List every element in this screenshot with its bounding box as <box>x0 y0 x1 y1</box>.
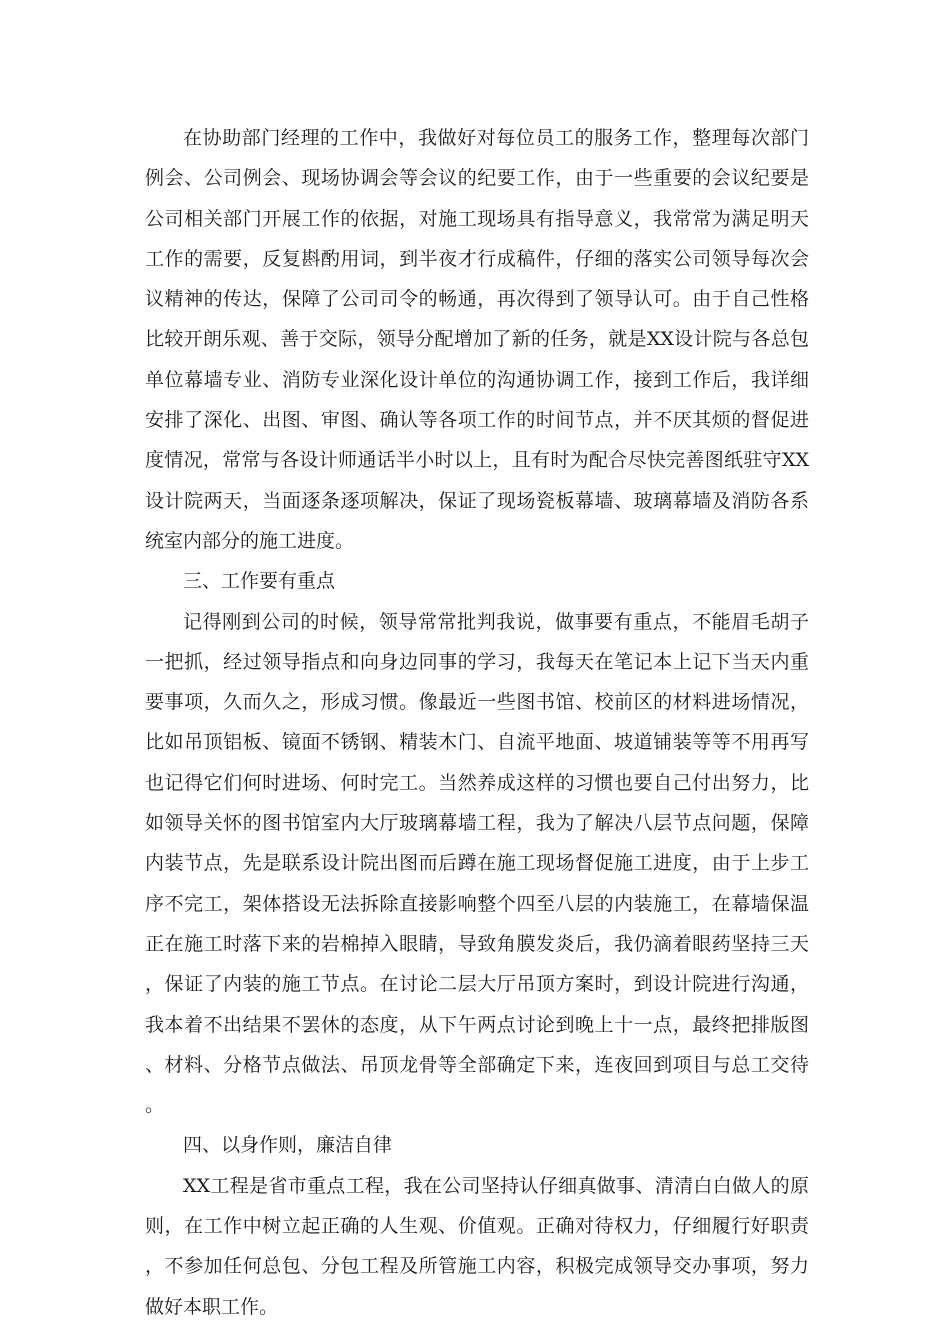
paragraph-coordination-work: 在协助部门经理的工作中，我做好对每位员工的服务工作，整理每次部门例会、公司例会、现场协调会等会议的纪要工作，由于一些重要的会议纪要是公司相关部门开展工作的依据，对施工现场具有指导意义，我常常为满足明天工作的需要，反复斟酌用词，到半夜才行成稿件，仔细的落实公司领导每次会议精神的传达，保障了公司司令的畅通，再次得到了领导认可。由于自己性格比较开朗乐观、善于交际，领导分配增加了新的任务，就是XX设计院与各总包单位幕墙专业、消防专业深化设计单位的沟通协调工作，接到工作后，我详细安排了深化、出图、审图、确认等各项工作的时间节点，并不厌其烦的督促进度情况，常常与各设计师通话半小时以上，且有时为配合尽快完善图纸驻守XX设计院两天，当面逐条逐项解决，保证了现场瓷板幕墙、玻璃幕墙及消防各系统室内部分的施工进度。 <box>145 127 809 552</box>
document-body <box>145 118 809 1327</box>
section-heading-focus: 三、工作要有重点 <box>183 570 336 593</box>
paragraph-integrity: XX工程是省市重点工程，我在公司坚持认仔细真做事、清清白白做人的原则，在工作中树立起正确的人生观、价值观。正确对待权力，仔细履行好职责，不参加任何总包、分包工程及所管施工内容，积极完成领导交办事项，努力做好本职工作。 <box>145 1174 809 1318</box>
paragraph-focus-work: 记得刚到公司的时候，领导常常批判我说，做事要有重点，不能眉毛胡子一把抓，经过领导指点和向身边同事的学习，我每天在笔记本上记下当天内重要事项，久而久之，形成习惯。像最近一些图书馆、校前区的材料进场情况，比如吊顶铝板、镜面不锈钢、精装木门、自流平地面、坡道铺装等等不用再写也记得它们何时进场、何时完工。当然养成这样的习惯也要自己付出努力，比如领导关怀的图书馆室内大厅玻璃幕墙工程，我为了解决八层节点问题，保障内装节点，先是联系设计院出图而后蹲在施工现场督促施工进度，由于上步工序不完工，架体搭设无法拆除直接影响整个四至八层的内装施工，在幕墙保温正在施工时落下来的岩棉掉入眼睛，导致角膜发炎后，我仍滴着眼药坚持三天，保证了内装的施工节点。在讨论二层大厅吊顶方案时，到设计院进行沟通，我本着不出结果不罢休的态度，从下午两点讨论到晚上十一点，最终把排版图、材料、分格节点做法、吊顶龙骨等全部确定下来，连夜回到项目与总工交待。 <box>145 610 809 1117</box>
section-heading-integrity: 四、以身作则，廉洁自律 <box>183 1134 393 1157</box>
